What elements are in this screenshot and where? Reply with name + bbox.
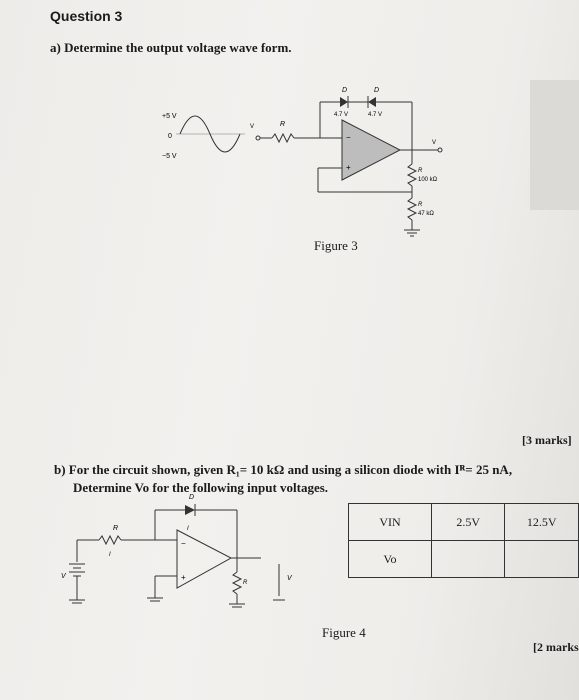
table-row bbox=[349, 504, 579, 541]
part-b-prompt-line-1: b) For the circuit shown, given R₁= 10 kΩ and using a silicon diode with Iᴿ= 25 nA, bbox=[54, 462, 513, 477]
output-terminal bbox=[438, 148, 442, 152]
table-row bbox=[349, 541, 579, 578]
rl-resistor bbox=[233, 572, 241, 594]
input-zero-label: 0 bbox=[168, 133, 172, 140]
d2-label: D bbox=[374, 87, 380, 94]
d1-label: D bbox=[342, 87, 348, 94]
i1-label: I bbox=[109, 552, 111, 558]
figure-3-circuit bbox=[150, 80, 450, 240]
output-cell bbox=[505, 541, 579, 578]
rf2-resistor bbox=[408, 198, 416, 220]
rf1-label: R bbox=[418, 168, 423, 174]
output-cell bbox=[431, 541, 504, 578]
rf1-value: 100 kΩ bbox=[418, 177, 438, 183]
r1-label: R bbox=[280, 121, 286, 128]
d2-zener-diode bbox=[368, 97, 376, 107]
op-amp bbox=[342, 120, 400, 180]
figure-4-circuit bbox=[55, 494, 295, 620]
voltage-table bbox=[348, 503, 579, 578]
r1-label: R bbox=[113, 525, 119, 532]
r1-resistor bbox=[272, 134, 294, 142]
part-b-prompt-line-2: Determine Vo for the following input voltages. bbox=[73, 480, 329, 495]
rf2-label: R bbox=[418, 202, 423, 208]
photo-shadow bbox=[530, 80, 579, 210]
vin-label: V bbox=[61, 573, 66, 580]
z1-voltage: 4.7 V bbox=[334, 112, 349, 118]
d1-diode bbox=[185, 505, 195, 515]
rl-label: R bbox=[243, 580, 248, 586]
vin-label: V bbox=[250, 124, 255, 130]
input-high-label: +5 V bbox=[162, 113, 177, 120]
part-a-marks: [3 marks] bbox=[522, 433, 572, 447]
input-terminal bbox=[256, 136, 260, 140]
rf2-value: 47 kΩ bbox=[418, 211, 434, 217]
question-heading: Question 3 bbox=[50, 8, 123, 24]
op-amp-noninverting: + bbox=[181, 573, 186, 582]
z2-voltage: 4.7 V bbox=[368, 112, 383, 118]
part-a-prompt: a) Determine the output voltage wave form. bbox=[50, 40, 292, 55]
op-amp-noninverting: + bbox=[346, 163, 351, 172]
vin-header: VIN bbox=[349, 504, 432, 541]
op-amp-inverting: − bbox=[181, 539, 186, 548]
vout-label: V bbox=[432, 140, 437, 146]
input-cell: 2.5V bbox=[431, 504, 504, 541]
input-low-label: −5 V bbox=[162, 153, 177, 160]
d1-zener-diode bbox=[340, 97, 348, 107]
part-b-marks: [2 marks bbox=[533, 640, 579, 654]
if-label: I bbox=[187, 526, 189, 532]
rf1-resistor bbox=[408, 164, 416, 186]
input-cell: 12.5V bbox=[505, 504, 579, 541]
r1-resistor bbox=[99, 536, 121, 544]
op-amp-inverting: − bbox=[346, 133, 351, 142]
figure-3-caption: Figure 3 bbox=[314, 238, 358, 253]
d1-label: D bbox=[189, 494, 195, 501]
vo-header: Vo bbox=[349, 541, 432, 578]
figure-4-caption: Figure 4 bbox=[322, 625, 366, 640]
vo-label: V bbox=[287, 575, 292, 582]
